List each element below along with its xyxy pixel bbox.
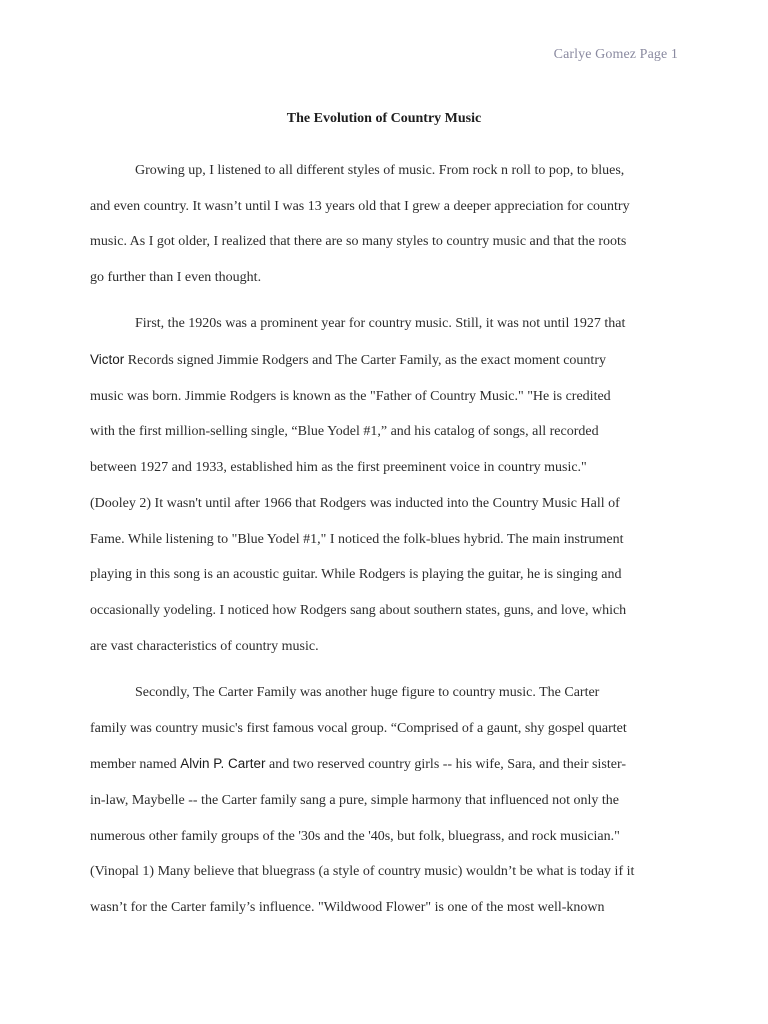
paragraph-line: in-law, Maybelle -- the Carter family sang a pure, simple harmony that influenced not only the bbox=[90, 792, 619, 808]
paragraph-line: occasionally yodeling. I noticed how Rodgers sang about southern states, guns, and love, which bbox=[90, 602, 627, 618]
paragraph-line: Secondly, The Carter Family was another huge figure to country music. The Carter bbox=[135, 684, 600, 700]
paragraph-line: go further than I even thought. bbox=[90, 270, 262, 286]
paragraph-line bbox=[90, 746, 680, 783]
document-body bbox=[90, 153, 680, 936]
paragraph-line: playing in this song is an acoustic guitar. While Rodgers is playing the guitar, he is singing and bbox=[90, 567, 622, 583]
paragraph-line: numerous other family groups of the '30s and the '40s, but folk, bluegrass, and rock musician." bbox=[90, 828, 620, 844]
paragraph-line: wasn’t for the Carter family’s influence. "Wildwood Flower" is one of the most well-known bbox=[90, 900, 605, 916]
paragraph-line: (Vinopal 1) Many believe that bluegrass (a style of country music) wouldn’t be what is today if it bbox=[90, 864, 635, 880]
paragraph-line bbox=[90, 342, 680, 379]
paragraph-line: Growing up, I listened to all different styles of music. From rock n roll to pop, to blues, bbox=[135, 163, 625, 178]
paragraph-line: and even country. It wasn’t until I was 13 years old that I grew a deeper appreciation for country bbox=[90, 198, 630, 214]
paragraph-3 bbox=[90, 675, 680, 926]
paragraph-line: Fame. While listening to "Blue Yodel #1," I noticed the folk-blues hybrid. The main instrument bbox=[90, 531, 624, 547]
paragraph-line: music. As I got older, I realized that there are so many styles to country music and that the roots bbox=[90, 234, 627, 250]
paragraph-2 bbox=[90, 306, 680, 664]
running-header: Carlye Gomez Page 1 bbox=[553, 47, 678, 62]
linked-name-alvin-p-carter[interactable]: Alvin P. Carter bbox=[180, 756, 266, 772]
paragraph-line: music was born. Jimmie Rodgers is known as the "Father of Country Music." "He is credited bbox=[90, 388, 611, 404]
paragraph-line: family was country music's first famous vocal group. “Comprised of a gaunt, shy gospel quartet bbox=[90, 720, 627, 736]
paragraph-1 bbox=[90, 153, 680, 296]
paragraph-line: First, the 1920s was a prominent year for country music. Still, it was not until 1927 that bbox=[135, 316, 626, 332]
paragraph-line: with the first million-selling single, “Blue Yodel #1,” and his catalog of songs, all recorded bbox=[90, 424, 599, 440]
paragraph-line: between 1927 and 1933, established him as the first preeminent voice in country music." bbox=[90, 460, 587, 476]
paragraph-line-text: member named bbox=[90, 757, 177, 773]
paragraph-line: are vast characteristics of country music. bbox=[90, 638, 319, 654]
paragraph-line: (Dooley 2) It wasn't until after 1966 that Rodgers was inducted into the Country Music Hall of bbox=[90, 495, 620, 511]
paragraph-line-text: and two reserved country girls -- his wife, Sara, and their sister- bbox=[268, 757, 626, 773]
document-title: The Evolution of Country Music bbox=[286, 111, 482, 126]
linked-word-victor[interactable]: Victor bbox=[90, 352, 125, 368]
paragraph-line-text: Records signed Jimmie Rodgers and The Carter Family, as the exact moment country bbox=[127, 353, 606, 369]
